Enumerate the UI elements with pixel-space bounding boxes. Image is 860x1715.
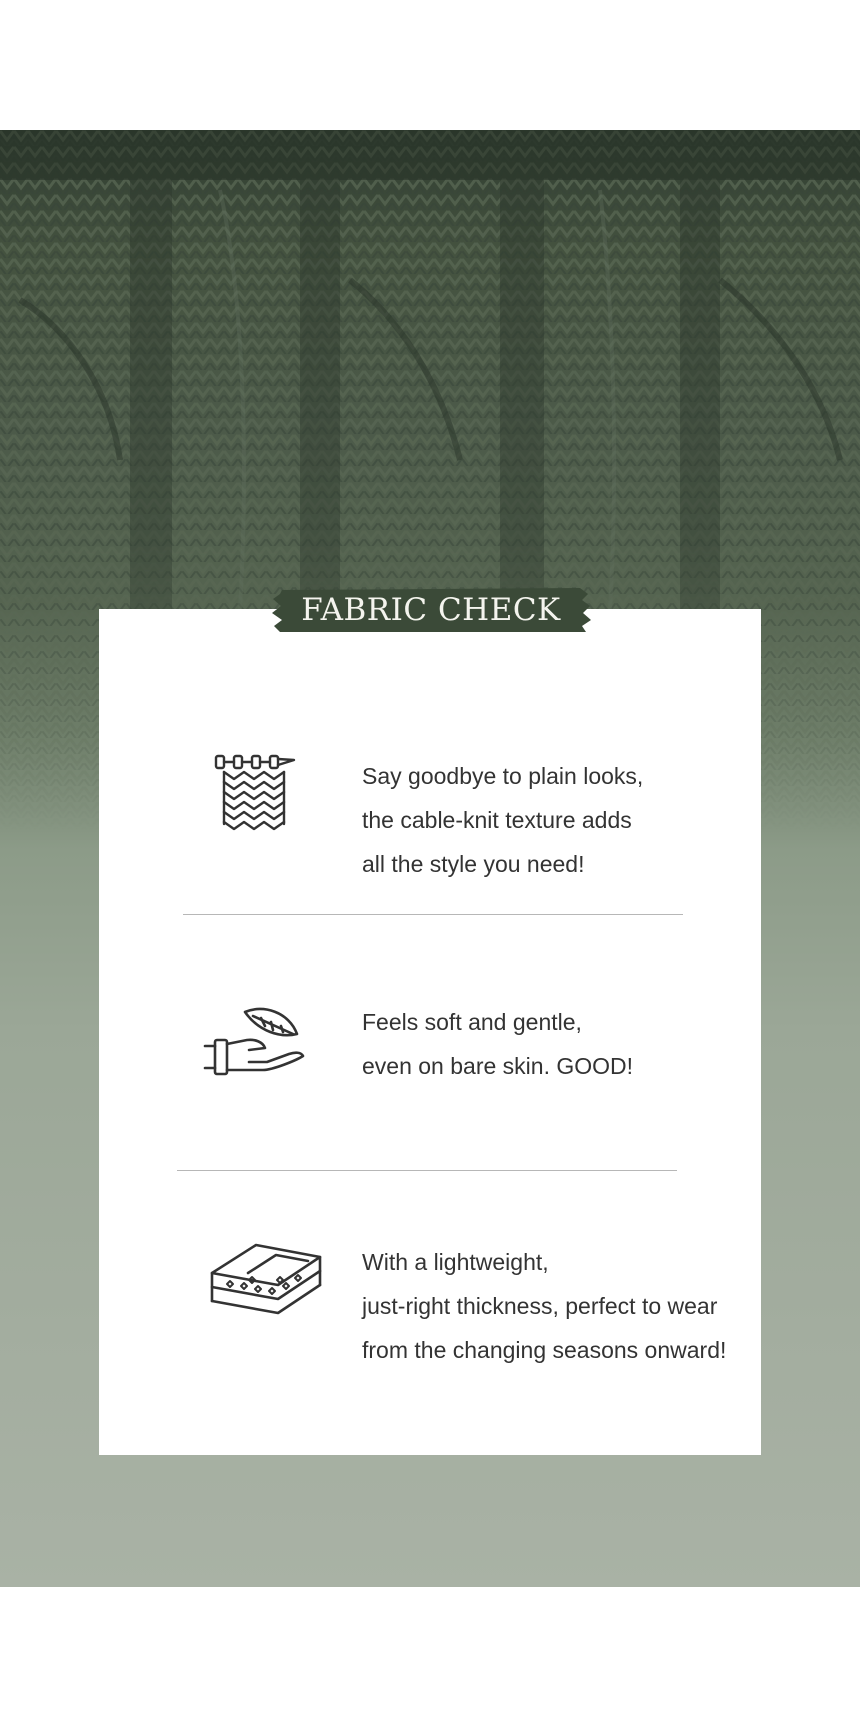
feature-text-lightweight (362, 1240, 726, 1372)
feature-line: the cable-knit texture adds (362, 807, 632, 833)
feature-line: With a lightweight, (362, 1249, 549, 1275)
feature-text-cable-knit (362, 754, 643, 886)
feature-line: from the changing seasons onward! (362, 1337, 727, 1363)
feature-line: all the style you need! (362, 851, 585, 877)
feature-line: Feels soft and gentle, (362, 1009, 582, 1035)
fabric-check-badge (270, 586, 592, 634)
knitting-stitch-icon (214, 754, 300, 840)
divider (177, 1170, 677, 1171)
feature-line: just-right thickness, perfect to wear (362, 1293, 718, 1319)
feature-text-soft (362, 1000, 633, 1088)
feature-line: Say goodbye to plain looks, (362, 763, 644, 789)
badge-title: FABRIC CHECK (301, 592, 561, 628)
fabric-layers-icon (208, 1243, 324, 1323)
hand-feather-icon (203, 1004, 307, 1076)
feature-line: even on bare skin. GOOD! (362, 1053, 634, 1079)
divider (183, 914, 683, 915)
